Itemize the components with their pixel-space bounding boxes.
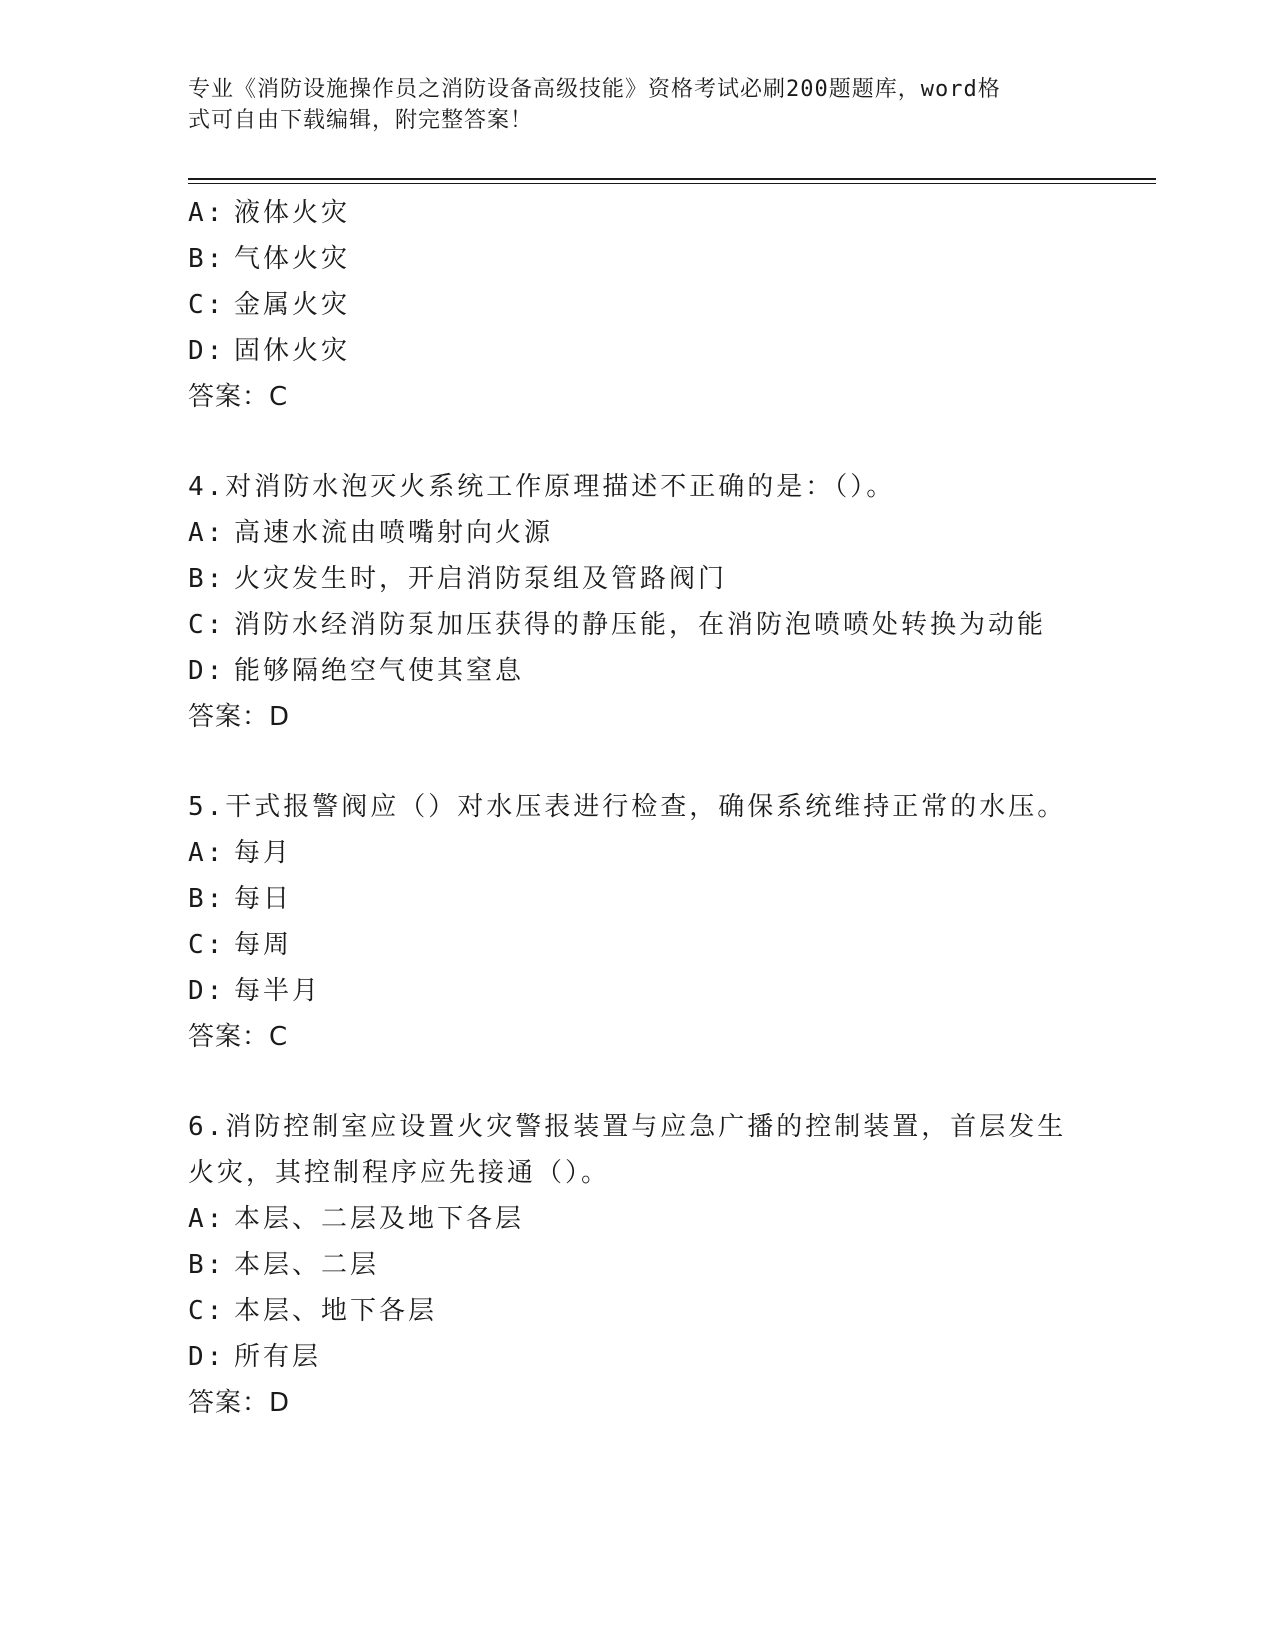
option-b: B: 本层、二层 xyxy=(188,1250,380,1280)
question-stem-line-2: 火灾，其控制程序应先接通（）。 xyxy=(188,1158,611,1188)
option-c: C: 消防水经消防泵加压获得的静压能，在消防泡喷喷处转换为动能 xyxy=(188,610,1047,640)
answer-line: 答案：C xyxy=(188,1022,289,1052)
question-3 xyxy=(188,190,1088,420)
option-d: D: 能够隔绝空气使其窒息 xyxy=(188,656,525,686)
option-b: B: 火灾发生时，开启消防泵组及管路阀门 xyxy=(188,564,728,594)
header-line-2: 式可自由下载编辑，附完整答案！ xyxy=(188,108,534,133)
header-line-1: 专业《消防设施操作员之消防设备高级技能》资格考试必刷200题题库，word格 xyxy=(188,77,1001,102)
answer-line: 答案：C xyxy=(188,382,289,412)
header-divider-thin xyxy=(188,183,1156,184)
question-5 xyxy=(188,784,1088,1060)
option-d: D: 每半月 xyxy=(188,976,322,1006)
question-stem: 5.干式报警阀应（）对水压表进行检查，确保系统维持正常的水压。 xyxy=(188,792,1067,822)
answer-line: 答案：D xyxy=(188,702,291,732)
option-b: B: 每日 xyxy=(188,884,293,914)
option-c: C: 本层、地下各层 xyxy=(188,1296,438,1326)
option-d: D: 所有层 xyxy=(188,1342,322,1372)
document-header xyxy=(188,74,1068,136)
option-a: A: 每月 xyxy=(188,838,293,868)
option-a: A: 高速水流由喷嘴射向火源 xyxy=(188,518,554,548)
question-list xyxy=(188,190,1088,1426)
answer-line: 答案：D xyxy=(188,1388,291,1418)
question-4 xyxy=(188,464,1088,740)
option-a: A: 本层、二层及地下各层 xyxy=(188,1204,525,1234)
question-stem: 4.对消防水泡灭火系统工作原理描述不正确的是：（）。 xyxy=(188,472,896,502)
option-c: C: 每周 xyxy=(188,930,293,960)
header-divider-thick xyxy=(188,178,1156,180)
option-d: D: 固休火灾 xyxy=(188,336,351,366)
question-stem-line-1: 6.消防控制室应设置火灾警报装置与应急广播的控制装置，首层发生 xyxy=(188,1112,1067,1142)
option-b: B: 气体火灾 xyxy=(188,244,351,274)
option-c: C: 金属火灾 xyxy=(188,290,351,320)
question-6 xyxy=(188,1104,1088,1426)
option-a: A: 液体火灾 xyxy=(188,198,351,228)
